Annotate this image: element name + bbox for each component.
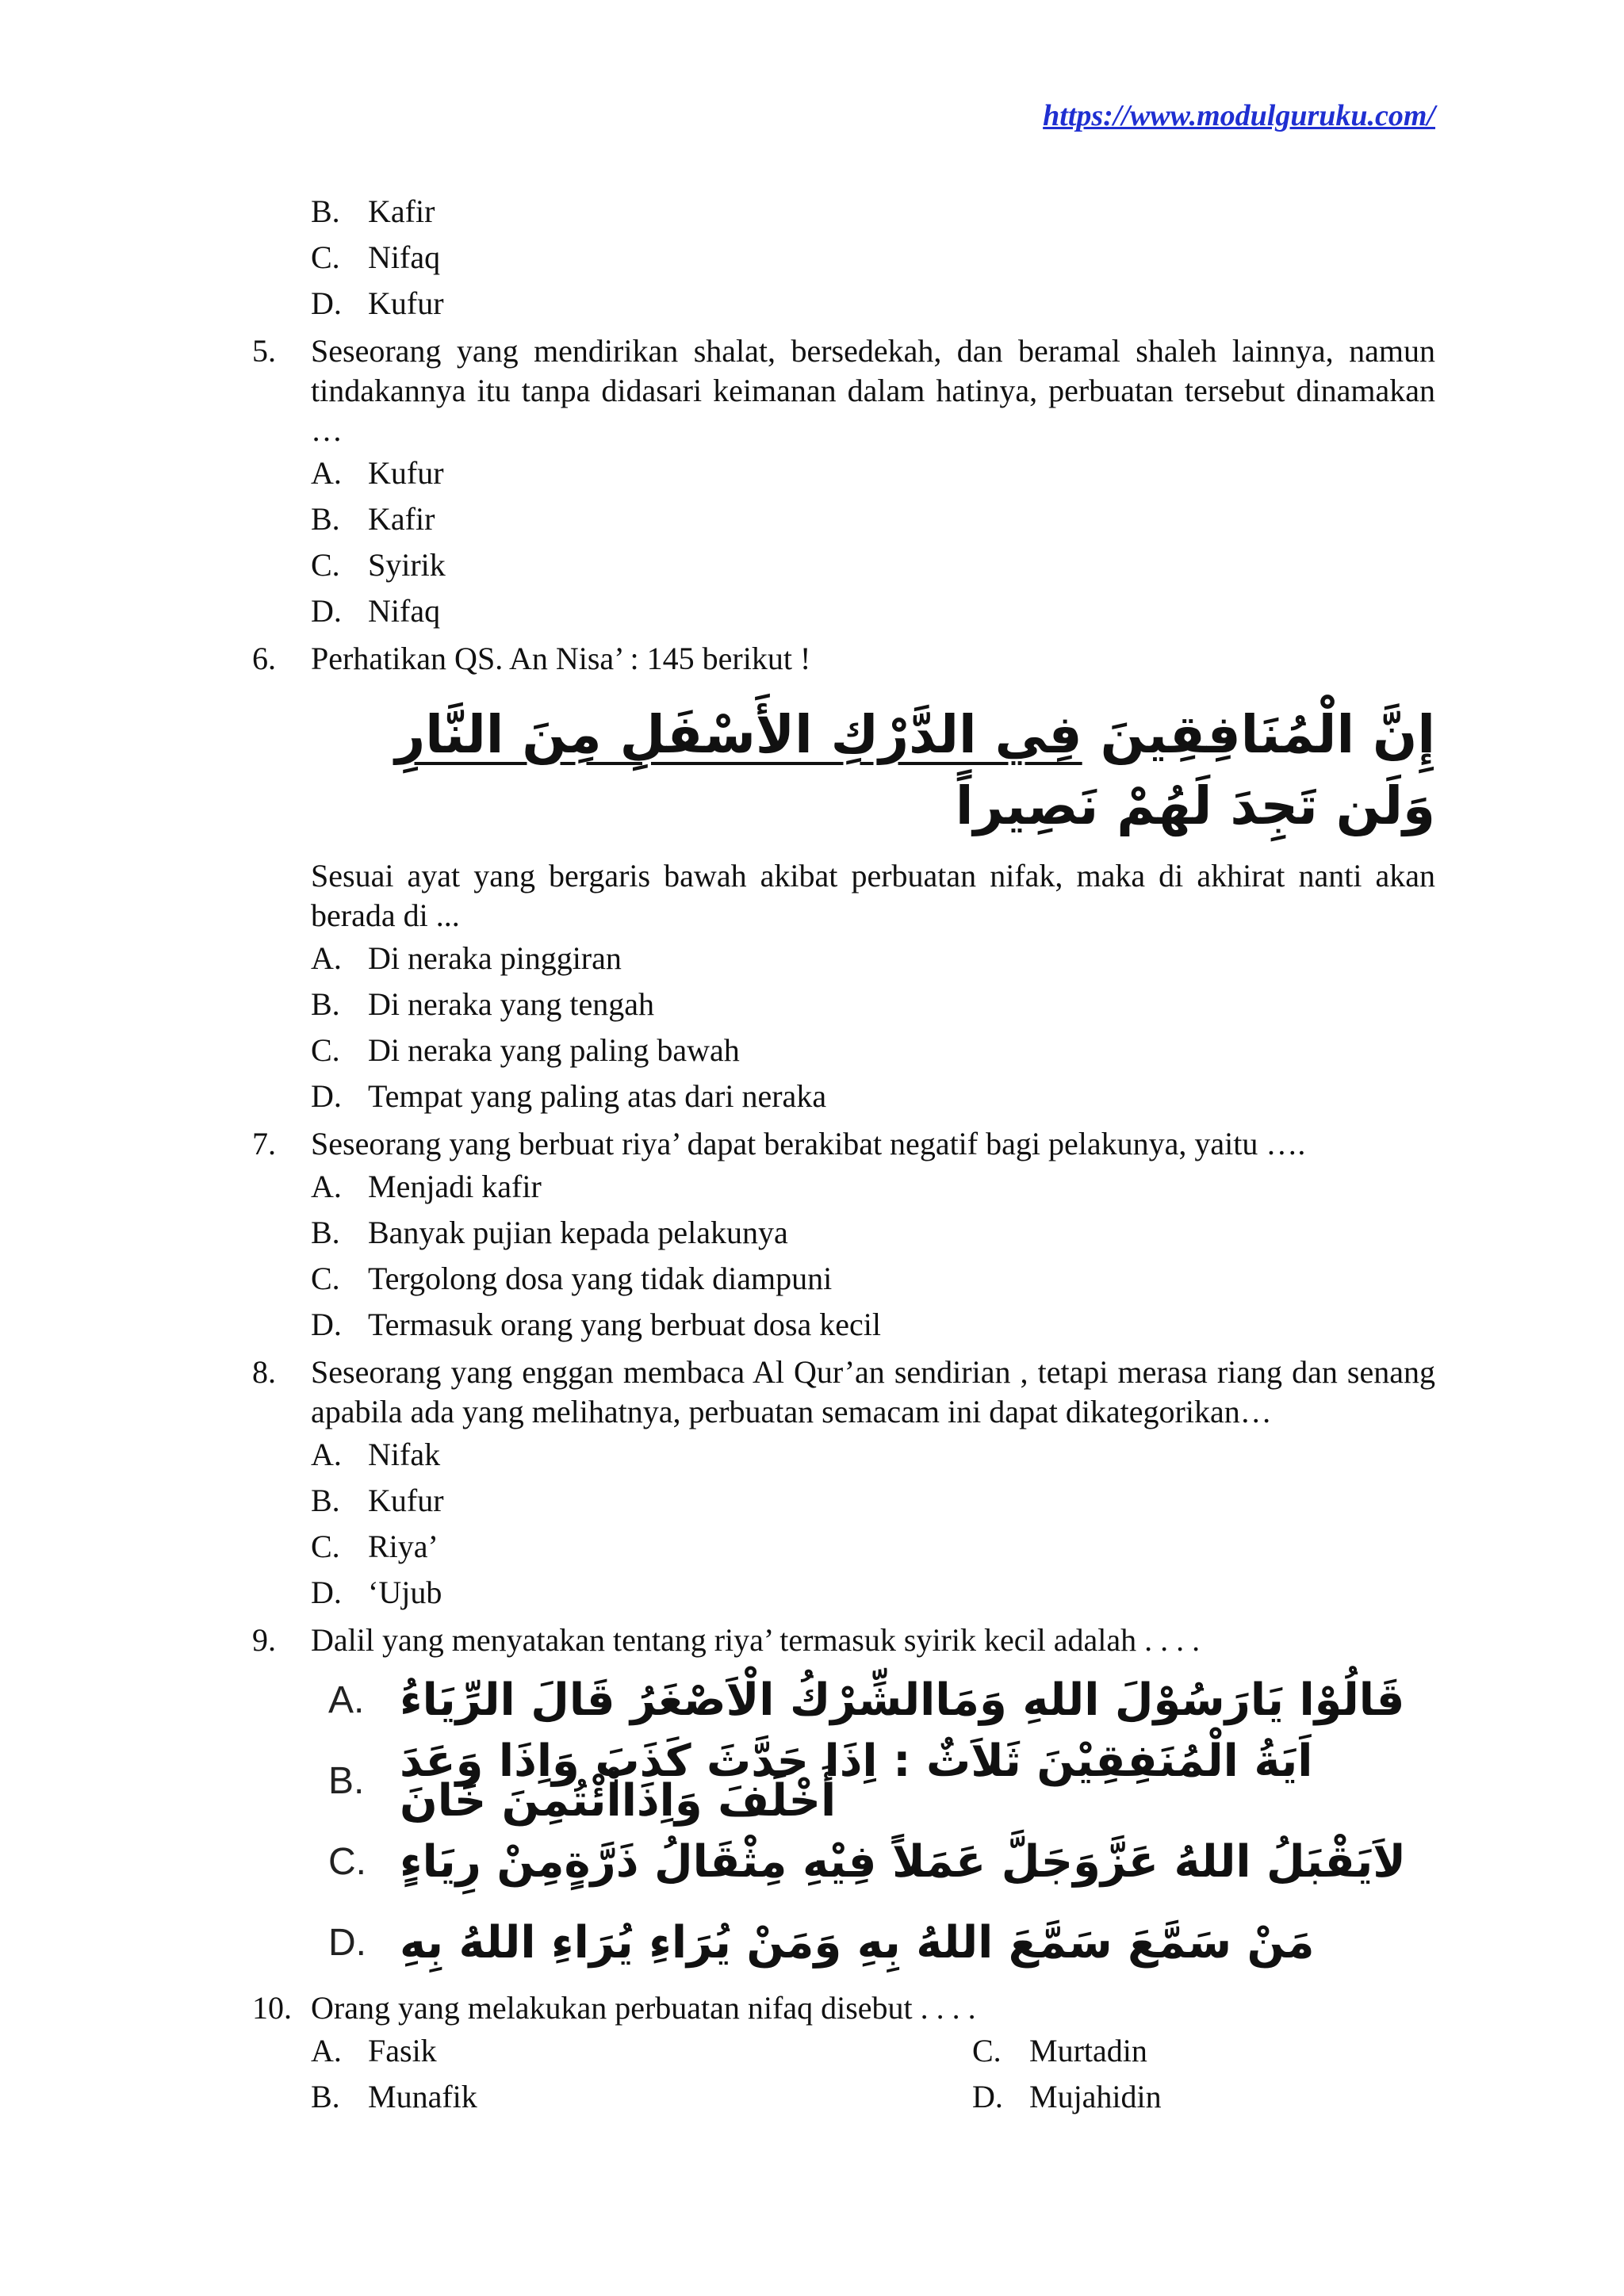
quran-verse: إِنَّ الْمُنَافِقِينَ فِي الدَّرْكِ الأَسْفَلِ مِنَ النَّارِ وَلَن تَجِدَ لَهُمْ نَصِيراً xyxy=(395,704,1435,836)
option-10-d: D. Mujahidin xyxy=(972,2079,1162,2114)
question-text: Dalil yang menyatakan tentang riya’ termasuk syirik kecil adalah . . . . xyxy=(311,1622,1201,1658)
two-column-options xyxy=(311,2028,1435,2120)
option-9-a: A. قَالُوْا يَارَسُوْلَ اللهِ وَمَاالشِّرْكُ الْاَصْغَرُ قَالَ الرِّيَاءُ xyxy=(328,1674,1405,1726)
option-7-a: A. Menjadi kafir xyxy=(311,1169,542,1204)
option-8-d: D. ‘Ujub xyxy=(311,1575,442,1610)
option-4-d: D. Kufur xyxy=(311,285,444,321)
question-4-options xyxy=(252,189,1435,327)
question-number: 9. xyxy=(252,1622,276,1658)
question-number: 8. xyxy=(252,1354,276,1390)
question-number: 7. xyxy=(252,1126,276,1161)
option-6-c: C. Di neraka yang paling bawah xyxy=(311,1032,740,1068)
question-text: Seseorang yang mendirikan shalat, bersedekah, dan beramal shaleh lainnya, namun tindakannya itu tanpa didasari keimanan dalam hatinya, perbuatan tersebut dinamakan … xyxy=(311,333,1435,448)
header-url-link[interactable]: https://www.modulguruku.com/ xyxy=(1043,99,1435,132)
question-text: Seseorang yang enggan membaca Al Qur’an sendirian , tetapi merasa riang dan senang apabila ada yang melihatnya, perbuatan semacam ini dapat dikategorikan… xyxy=(311,1354,1435,1429)
question-text-2: Sesuai ayat yang bergaris bawah akibat perbuatan nifak, maka di akhirat nanti akan berada di ... xyxy=(311,858,1435,933)
option-7-b: B. Banyak pujian kepada pelakunya xyxy=(311,1215,788,1250)
question-text: Orang yang melakukan perbuatan nifaq disebut . . . . xyxy=(311,1990,976,2026)
option-6-d: D. Tempat yang paling atas dari neraka xyxy=(311,1078,827,1114)
question-list xyxy=(252,189,1435,2125)
question-10 xyxy=(252,1988,1435,2120)
question-7 xyxy=(252,1124,1435,1348)
underlined-verse-part: فِي الدَّرْكِ الأَسْفَلِ مِنَ النَّارِ xyxy=(395,704,1082,765)
option-4-c: C. Nifaq xyxy=(311,239,441,275)
option-5-a: A. Kufur xyxy=(311,455,444,491)
option-6-b: B. Di neraka yang tengah xyxy=(311,986,654,1022)
option-8-b: B. Kufur xyxy=(311,1483,444,1518)
option-10-a: A. Fasik xyxy=(311,2033,437,2068)
option-5-d: D. Nifaq xyxy=(311,593,441,629)
option-8-c: C. Riya’ xyxy=(311,1529,439,1564)
option-6-a: A. Di neraka pinggiran xyxy=(311,940,622,976)
option-8-a: A. Nifak xyxy=(311,1437,441,1472)
arabic-options xyxy=(328,1660,1435,1984)
option-9-c: C. لاَيَقْبَلُ اللهُ عَزَّوَجَلَّ عَمَلاً فِيْهِ مِثْقَالُ ذَرَّةٍمِنْ رِيَاءٍ xyxy=(328,1836,1406,1888)
option-5-c: C. Syirik xyxy=(311,547,446,583)
option-4-b: B. Kafir xyxy=(311,193,435,229)
option-9-b: B. اَيَةُ الْمُنَفِقِيْنَ ثَلاَثٌ : اِذَا حَدَّثَ كَذَبَ وَاِذَا وَعَدَ أَخْلَفَ وَاِذَااْئْتُمِنَ خَانَ xyxy=(328,1735,1313,1827)
option-7-c: C. Tergolong dosa yang tidak diampuni xyxy=(311,1261,833,1296)
question-8 xyxy=(252,1353,1435,1616)
option-9-d: D. مَنْ سَمَّعَ سَمَّعَ اللهُ بِهِ وَمَنْ يُرَاءِ يُرَاءِ اللهُ بِهِ xyxy=(328,1917,1315,1969)
question-9 xyxy=(252,1621,1435,1984)
question-text: Seseorang yang berbuat riya’ dapat berakibat negatif bagi pelakunya, yaitu …. xyxy=(311,1126,1306,1161)
option-5-b: B. Kafir xyxy=(311,501,435,537)
option-10-b: B. Munafik xyxy=(311,2079,477,2114)
question-6 xyxy=(252,639,1435,1119)
option-7-d: D. Termasuk orang yang berbuat dosa kecil xyxy=(311,1307,881,1342)
question-5 xyxy=(252,331,1435,634)
question-number: 10. xyxy=(252,1990,292,2026)
option-10-c: C. Murtadin xyxy=(972,2033,1147,2068)
question-number: 6. xyxy=(252,641,276,676)
question-number: 5. xyxy=(252,333,276,369)
question-text: Perhatikan QS. An Nisa’ : 145 berikut ! xyxy=(311,641,811,676)
